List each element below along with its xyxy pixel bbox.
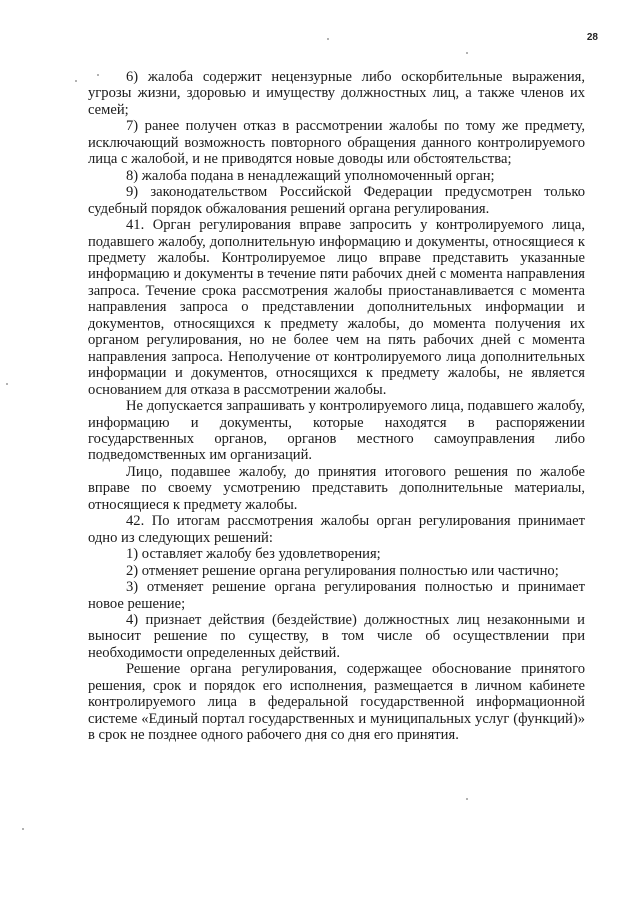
paragraph-item-6: 6) жалоба содержит нецензурные либо оскорбительные выражения, угрозы жизни, здоровью и имуществу должностных лиц, а также членов их семей; (88, 69, 585, 118)
paragraph-decision-publication: Решение органа регулирования, содержащее обоснование принятого решения, срок и порядок его исполнения, размещается в личном кабинете контролируемого лица в федеральной государственной информационной системе «Единый портал государственных и муниципальных услуг (функций)» в срок не позднее одного рабочего дня со дня его принятия. (88, 661, 585, 744)
page-number: 28 (586, 32, 598, 43)
paragraph-item-9: 9) законодательством Российской Федерации предусмотрен только судебный порядок обжалования решений органа регулирования. (88, 184, 585, 217)
paragraph-item-7: 7) ранее получен отказ в рассмотрении жалобы по тому же предмету, исключающий возможность повторного обращения данного контролируемого лица с жалобой, и не приводятся новые доводы или обстоятельства; (88, 118, 585, 168)
paragraph-additional-materials: Лицо, подавшее жалобу, до принятия итогового решения по жалобе вправе по своему усмотрению представить дополнительные материалы, относящиеся к предмету жалобы. (88, 463, 585, 513)
paragraph-no-request: Не допускается запрашивать у контролируемого лица, подавшего жалобу, информацию и документы, которые находятся в распоряжении государственных органов, органов местного самоуправления либо подведомственных им организаций. (88, 398, 585, 464)
paragraph-decision-3: 3) отменяет решение органа регулирования полностью и принимает новое решение; (88, 579, 585, 612)
paragraph-decision-2: 2) отменяет решение органа регулирования полностью или частично; (126, 562, 559, 579)
paragraph-clause-41: 41. Орган регулирования вправе запросить у контролируемого лица, подавшего жалобу, дополнительную информацию и документы, относящиеся к предмету жалобы. Контролируемое лицо вправе представить указанные информацию и документы в течение пяти рабочих дней с момента направления запроса. Течение срока рассмотрения жалобы приостанавливается с момента направления запроса о представлении дополнительных информации и документов, относящихся к предмету жалобы, до момента получения их органом регулирования, но не более чем на пять рабочих дней с момента направления запроса. Неполучение от контролируемого лица дополнительных информации и документов, относящихся к предмету жалобы, не является основанием для отказа в рассмотрении жалобы. (88, 217, 585, 398)
paragraph-item-8: 8) жалоба подана в ненадлежащий уполномоченный орган; (126, 167, 495, 184)
scan-speck (466, 798, 468, 800)
scan-speck (6, 383, 8, 385)
scan-speck (22, 828, 24, 830)
paragraph-decision-1: 1) оставляет жалобу без удовлетворения; (126, 546, 381, 563)
scan-speck (466, 52, 468, 54)
paragraph-clause-42: 42. По итогам рассмотрения жалобы орган регулирования принимает одно из следующих решений: (88, 513, 585, 546)
scan-speck (75, 80, 77, 82)
scan-speck (327, 38, 329, 40)
paragraph-decision-4: 4) признает действия (бездействие) должностных лиц незаконными и выносит решение по существу, в том числе об осуществлении при необходимости определенных действий. (88, 611, 585, 661)
document-body (88, 69, 585, 744)
